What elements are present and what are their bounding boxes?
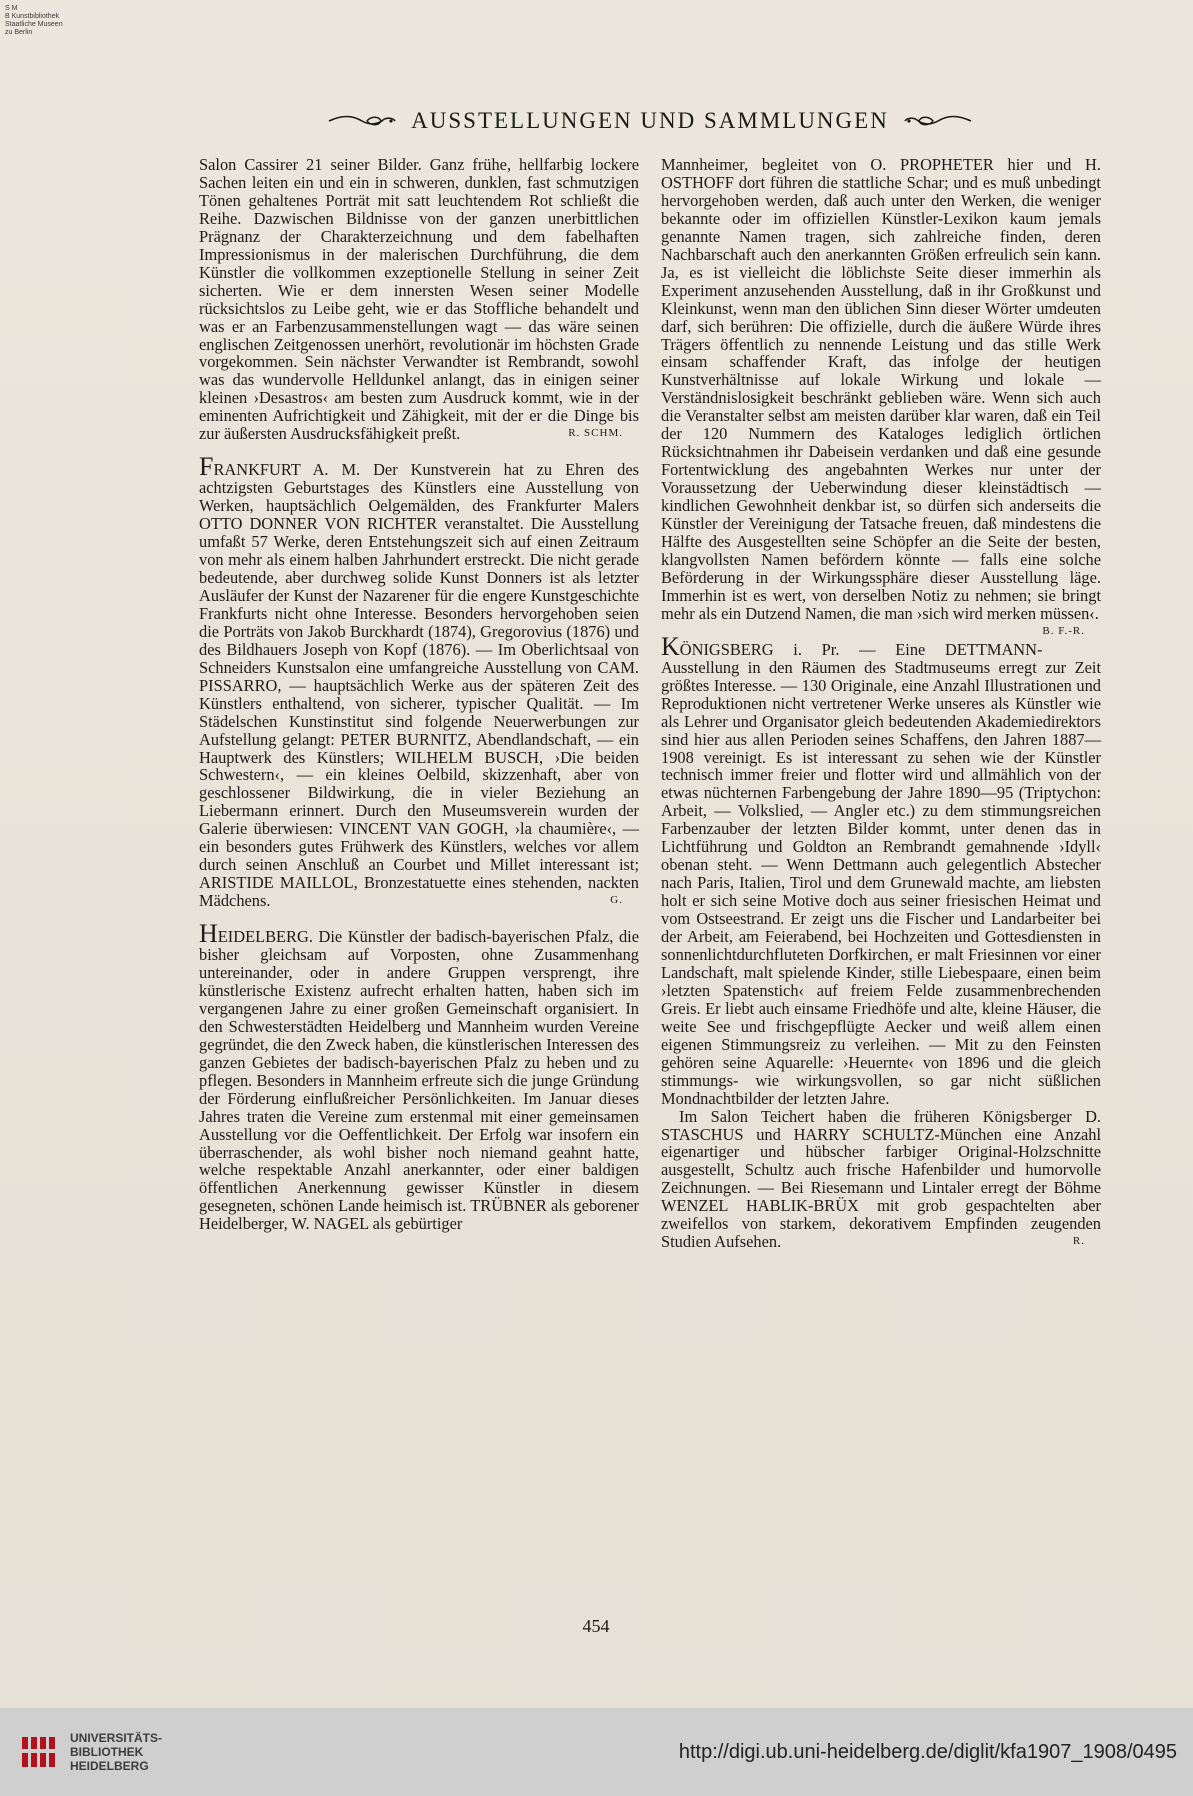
article-frankfurt: FRANKFURT A. M. Der Kunstverein hat zu Ehren des achtzigsten Geburtstages des Künstlers eine Ausstellung von Werken, hauptsächlich Oelgemälden, des Frankfurter Malers OTTO DONNER VON RICHTER veranstaltet. Die Ausstellung umfaßt 57 Werke, deren Entstehungszeit sich auf einen Zeitraum von mehr als einem halben Jahrhundert erstreckt. Die nicht gerade bedeutende, aber durchweg solide Kunst Donners ist als letzter Ausläufer der Kunst der Nazarener für die engere Kunstgeschichte Frankfurts nicht ohne Interesse. Besonders hervorgehoben seien die Porträts von Jakob Burckhardt (1874), Gregorovius (1876) und des Bildhauers Joseph von Kopf (1876). — Im Oberlichtsaal von Schneiders Kunstsalon eine umfangreiche Ausstellung von CAM. PISSARRO, — hauptsächlich Werke aus der späteren Zeit des Künstlers enthaltend, von sicherer, typischer Qualität. — Im Städelschen Kunstinstitut sind folgende Neuerwerbungen zur Aufstellung gelangt: PETER BURNITZ, Abendlandschaft, — ein Hauptwerk des Künstlers; WILHELM BUSCH, ›Die beiden Schwestern‹, — ein kleines Oelbild, skizzenhaft, aber von geschlossener Bildwirkung, die in vieler Beziehung an Liebermann erinnert. Durch den Museumsverein wurden der Galerie überwiesen: VINCENT VAN GOGH, ›la chaumière‹, — ein besonders gutes Frühwerk des Künstlers, welches vor allem durch seinen Anschluß an Courbet und Millet interessant ist; ARISTIDE MAILLOL, Bronzestatuette eines stehenden, nackten Mädchens. G. bbox=[199, 452, 639, 911]
section-title: AUSSTELLUNGEN UND SAMMLUNGEN bbox=[411, 108, 889, 133]
right-ornament-icon bbox=[903, 111, 973, 131]
article-heidelberg: HEIDELBERG. Die Künstler der badisch-bayerischen Pfalz, die bisher gleichsam auf Vorposten, ohne Zusammenhang untereinander, oder in andere Gruppen versprengt, ihre künstlerische Existenz aufrecht erhalten hatten, haben sich im vergangenen Jahre zu einer großen Gemeinschaft organisiert. In den Schwesterstädten Heidelberg und Mannheim wurden Vereine gegründet, die den Zweck haben, die künstlerischen Interessen des ganzen Gebietes der badisch-bayerischen Pfalz zu heben und zu pflegen. Besonders in Mannheim erfreute sich die junge Gründung der Förderung einflußreicher Persönlichkeiten. Im Januar dieses Jahres traten die Vereine zum erstenmal mit einer gemeinsamen Ausstellung vor die Oeffentlichkeit. Der Erfolg war insofern ein überraschender, als wohl bisher noch niemand geahnt hatte, welche respektable Anzahl anerkannter, oder einer baldigen öffentlichen Anerkennung gewisser Künstler in diesem gesegneten, schönen Lande heimisch ist. TRÜBNER als geborener Heidelberger, W. NAGEL als gebürtiger bbox=[199, 919, 639, 1234]
paragraph: Mannheimer, begleitet von O. PROPHETER hier und H. OSTHOFF dort führen die stattliche Schar; und es muß unbedingt hervorgehoben werden, daß auch unter den Werken, die weniger bekannte oder im offiziellen Künstler-Lexikon kaum jemals genannte Namen tragen, sich zahlreiche finden, deren Nachbarschaft auch den anerkannten Größen erfreulich sein kann. Ja, es ist vielleicht die löblichste Seite dieser immerhin als Experiment anzusehenden Ausstellung, daß in ihr Großkunst und Kleinkunst, wenn man den üblichen Sinn dieser Wörter umdeuten darf, sich berühren: Die offizielle, durch die äußere Würde ihres Trägers öffentlich zu nennende Leistung und das stille Werk einsam schaffender Kraft, das infolge der heutigen Kunstverhältnisse auf lokale Wirkung und lokale — Verständnislosigkeit beschränkt geblieben wäre. Wenn sich auch die Veranstalter selbst am meisten darüber klar waren, daß ein Teil der 120 Nummern des Kataloges lediglich örtlichen Rücksichtnahmen ihr Dabeisein verdanken und daß eine gesunde Fortentwicklung des angebahnten Werkes nur unter der Voraussetzung der Ueberwindung dieser kleinstädtisch — kindlichen Gewohnheit denkbar ist, so dürfen sich anderseits die Künstler der Vereinigung der Tatsache freuen, daß mindestens die Hälfte des Ausgestellten seine Schöpfer an die Seite der besten, klangvollsten Namen befördern könnte — falls eine solche Beförderung in der Wirkungssphäre dieser Ausstellung läge. Immerhin ist es wert, von derselben Notiz zu nehmen; sie bringt mehr als ein Dutzend Namen, die man ›sich wird merken müssen‹. B. F.-R. bbox=[661, 156, 1101, 623]
stamp-line: Staatliche Museen bbox=[5, 21, 63, 28]
initial-letter: H bbox=[199, 919, 218, 949]
library-name: UNIVERSITÄTS- BIBLIOTHEK HEIDELBERG bbox=[70, 1731, 163, 1773]
author-signature: R. SCHM. bbox=[568, 427, 623, 440]
running-header bbox=[310, 104, 990, 138]
stamp-line: zu Berlin bbox=[5, 29, 33, 36]
museum-stamp bbox=[5, 5, 125, 37]
paragraph: Im Salon Teichert haben die früheren Königsberger D. STASCHUS und HARRY SCHULTZ-München eine Anzahl eigenartiger und hübscher farbiger Original-Holzschnitte ausgestellt, Schultz auch frische Hafenbilder und humorvolle Zeichnungen. — Bei Riesemann und Lintaler erregt der Böhme WENZEL HABLIK-BRÜX mit grob gespachtelten aber zweifellos von starkem, dekorativem Empfinden zeugenden Studien Aufsehen. R. bbox=[661, 1106, 1101, 1252]
initial-letter: F bbox=[199, 452, 214, 482]
library-logo-icon bbox=[20, 1733, 58, 1771]
library-brand bbox=[20, 1731, 162, 1773]
author-signature: B. F.-R. bbox=[1042, 624, 1085, 637]
source-url[interactable]: http://digi.ub.uni-heidelberg.de/diglit/kfa1907_1908/0495 bbox=[678, 1740, 1177, 1763]
left-column bbox=[199, 156, 639, 1233]
paragraph: Salon Cassirer 21 seiner Bilder. Ganz frühe, hellfarbig lockere Sachen leiten ein und ein in schweren, dunklen, fast schmutzigen Tönen gehaltenes Porträt mit satt leuchtendem Rot schließt die Reihe. Dazwischen Bildnisse von der ganzen unerbittlichen Prägnanz der Charakterzeichnung und dem fabelhaften Impressionismus in der malerischen Durchführung, die dem Künstler die vollkommen exzeptionelle Stellung in seiner Zeit sicherten. Wie er dem innersten Wesen seiner Modelle rücksichtslos zu Leibe geht, wie er das Stoffliche behandelt und was er an Farbenzusammenstellungen wagt — das wäre seinen englischen Zeitgenossen unerhört, revolutionär im höchsten Grade vorgekommen. Sein nächster Verwandter ist Rembrandt, sowohl was das wundervolle Helldunkel anlangt, das in einigen seiner kleinen ›Desastros‹ am besten zum Ausdruck kommt, wie in der eminenten Aufrichtigkeit und Zähigkeit, mit der er die Dinge bis zur äußersten Ausdrucksfähigkeit preßt. R. SCHM. bbox=[199, 155, 639, 444]
page-number: 454 bbox=[582, 1616, 610, 1636]
author-signature: G. bbox=[610, 894, 623, 907]
article-koenigsberg: KÖNIGSBERG i. Pr. — Eine DETTMANN-Ausstellung in den Räumen des Stadtmuseums erregt zur Zeit größtes Interesse. — 130 Originale, eine Anzahl Illustrationen und Reproduktionen nicht vertretener Werke unseres als Künstler wie als Lehrer und Organisator gleich bedeutenden Akademiedirektors sind hier aus allen Perioden seines Schaffens, den Jahren 1887—1908 vereinigt. Es ist interessant zu sehen wie der Künstler technisch immer freier und flotter wird und allmählich von der etwas nüchternen Farbengebung der Jahre 1890—95 (Triptychon: Arbeit, — Volkslied, — Angler etc.) zu dem stimmungsreichen Farbenzauber der letzten Bilder kommt, unter denen das in Lichtführung und Goldton an Rembrandt gemahnende ›Idyll‹ obenan steht. — Wenn Dettmann auch gelegentlich Abstecher nach Paris, Italien, Tirol und dem Grunewald machte, am liebsten holt er sich seine Motive doch aus seiner friesischen Heimat und vom Ostseestrand. Er zeigt uns die Fischer und Landarbeiter bei der Arbeit, am Feierabend, bei Hochzeiten und Gottesdiensten in sonnenlichtdurchfluteten Dorfkirchen, er malt Friesinnen vor einer Landschaft, malt spielende Kinder, stille Liebespaare, einen beim ›letzten Spatenstich‹ auf freiem Felde zusammenbrechenden Greis. Er liebt auch einsame Friedhöfe und alte, kleine Häuser, die weite See und frischgepflügte Aecker und weiß allem einen eigenen Stimmungsreiz zu verleihen. — Mit zu den Feinsten gehören seine Aquarelle: ›Heuernte‹ von 1896 und die gleich stimmungs- wie wirkungsvollen, so gar nicht süßlichen Mondnachtbilder der letzten Jahre. bbox=[661, 631, 1101, 1108]
stamp-line: B Kunstbibliothek bbox=[5, 13, 60, 20]
stamp-line: S M bbox=[5, 5, 18, 12]
right-column bbox=[661, 156, 1101, 1251]
digitization-footer bbox=[0, 1708, 1193, 1796]
left-ornament-icon bbox=[327, 111, 397, 131]
author-signature: R. bbox=[1072, 1235, 1085, 1248]
initial-letter: K bbox=[661, 631, 680, 661]
